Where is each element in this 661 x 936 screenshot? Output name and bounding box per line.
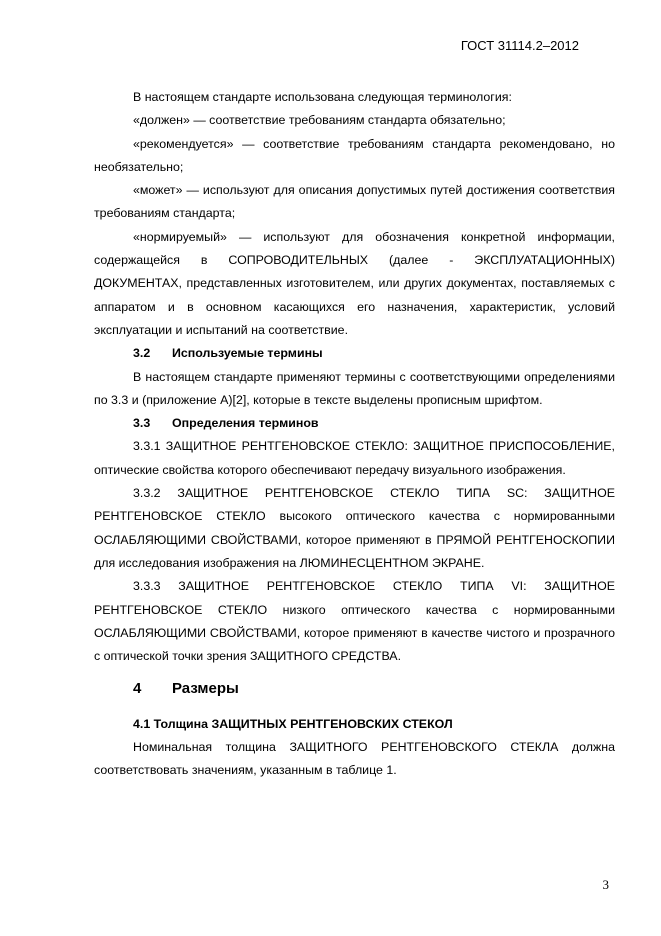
definition-3-3-3: 3.3.3 ЗАЩИТНОЕ РЕНТГЕНОВСКОЕ СТЕКЛО ТИПА VI: ЗАЩИТНОЕ РЕНТГЕНОВСКОЕ СТЕКЛО низкого оптического качества с нормированными ОСЛАБЛЯЮЩИМИ СВОЙСТВАМИ, которое применяют в качестве чистого и прозрачного с оптической точки зрения ЗАЩИТНОГО СРЕДСТВА. bbox=[94, 579, 615, 664]
subsection-heading-4-1: 4.1 Толщина ЗАЩИТНЫХ РЕНТГЕНОВСКИХ СТЕКОЛ bbox=[133, 716, 453, 731]
subsection-number: 3.3 bbox=[133, 416, 151, 431]
subsection-title: Определения терминов bbox=[172, 416, 319, 431]
term-specified: «нормируемый» — используют для обозначения конкретной информации, содержащейся в СОПРОВОДИТЕЛЬНЫХ (далее - ЭКСПЛУАТАЦИОННЫХ) ДОКУМЕНТАХ, представленных изготовителем, или других документах, поставляемых с аппаратом и в основном касающихся его назначения, характеристик, условий эксплуатации и испытаний на соответствие. bbox=[94, 229, 615, 337]
subsection-number: 3.2 bbox=[133, 346, 151, 361]
term-must: «должен» — соответствие требованиям стандарта обязательно; bbox=[133, 113, 506, 128]
section-title: Размеры bbox=[172, 680, 239, 698]
section-heading-4 bbox=[94, 677, 615, 700]
terminology-intro: В настоящем стандарте использована следующая терминология: bbox=[133, 90, 512, 104]
term-recommended: «рекомендуется» — соответствие требованиям стандарта рекомендовано, но необязательно; bbox=[94, 136, 615, 174]
term-may: «может» — используют для описания допустимых путей достижения соответствия требованиям стандарта; bbox=[94, 183, 615, 221]
subsection-title: Используемые термины bbox=[172, 346, 323, 361]
definition-3-3-2: 3.3.2 ЗАЩИТНОЕ РЕНТГЕНОВСКОЕ СТЕКЛО ТИПА SC: ЗАЩИТНОЕ РЕНТГЕНОВСКОЕ СТЕКЛО высокого оптического качества с нормированными ОСЛАБЛЯЮЩИМИ СВОЙСТВАМИ, которое применяют в ПРЯМОЙ РЕНТГЕНОСКОПИИ для исследования изображения на ЛЮМИНЕСЦЕНТНОМ ЭКРАНЕ. bbox=[94, 486, 615, 570]
subsection-heading-3-3 bbox=[94, 412, 615, 435]
paragraph-4-1: Номинальная толщина ЗАЩИТНОГО РЕНТГЕНОВСКОГО СТЕКЛА должна соответствовать значениям, указанным в таблице 1. bbox=[94, 740, 615, 778]
subsection-heading-3-2 bbox=[94, 342, 615, 365]
document-body bbox=[94, 86, 615, 783]
page-number: 3 bbox=[602, 877, 609, 892]
definition-3-3-1: 3.3.1 ЗАЩИТНОЕ РЕНТГЕНОВСКОЕ СТЕКЛО: ЗАЩИТНОЕ ПРИСПОСОБЛЕНИЕ, оптические свойства которого обеспечивают передачу визуального изображения. bbox=[94, 439, 615, 477]
document-code: ГОСТ 31114.2–2012 bbox=[460, 38, 579, 53]
section-number: 4 bbox=[133, 680, 142, 698]
paragraph-3-2: В настоящем стандарте применяют термины с соответствующими определениями по 3.3 и (приложение А)[2], которые в тексте выделены прописным шрифтом. bbox=[94, 369, 615, 407]
